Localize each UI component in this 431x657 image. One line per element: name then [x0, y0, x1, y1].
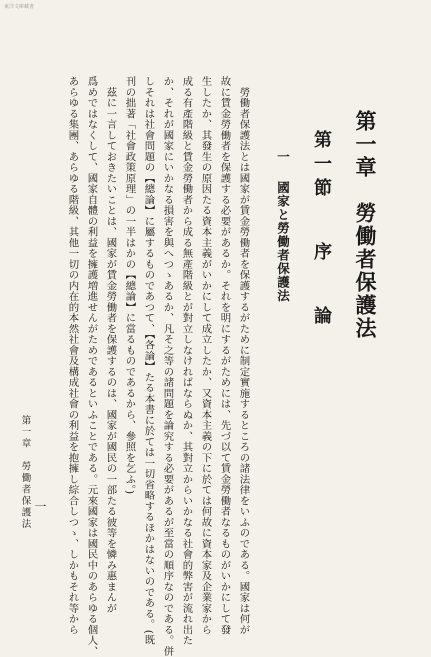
body-line: 成る有產階級と賃金勞働者から成る無產階級とが對立しなければならぬか、其對立からいかなる社會的弊害が流れ出た — [180, 76, 193, 646]
body-line: 勞働者保護法とは國家が賃金勞働者を保護するがために制定實施するところの諸法律をいふのである。國家は何が — [237, 76, 250, 635]
chapter-title: 第一章 勞働者保護法 — [353, 110, 378, 340]
running-footer: 第一章 勞働者保護法 — [19, 415, 31, 530]
section-heading — [312, 130, 330, 330]
section-name: 序 — [311, 242, 332, 266]
body-line: 生したか、其發生の原因たる資本主義がいかにして成立したか、又資本主義の下に於ては何故に資本家及企業家から — [199, 76, 212, 635]
body-line: あらゆる集團、あらゆる階級、其他一切の内在的本然社會及構成社會の利益を抱擁し綜合しつゝ、しかもそれ等から — [66, 76, 79, 635]
subsection-number: 一 — [275, 150, 291, 164]
section-suffix: 論 — [311, 306, 332, 330]
section-label: 第一節 — [311, 130, 332, 202]
library-stamp: 東洋文庫藏書 — [4, 4, 35, 10]
body-line: 爲めではなくして、國家自體の利益を擁護増進せんがためであるといふことである。元來國家は國民中のあらゆる個人、 — [85, 76, 98, 657]
body-line: 故に賃金勞働者を保護する必要があるか。それを明にするがためには、先づ以て賃金勞働者なるものがいかにして發 — [218, 76, 231, 635]
body-line: か、それが國家にいかなる損害を與へつゝあるか、凡そ之等の諸問題を論究する必要があるが至當の順序なのである。併 — [161, 76, 174, 657]
page-number: 一 — [33, 500, 47, 512]
body-line: 茲に一言しておきたいことは、國家が賃金勞働者を保護するのは、國家が國民の一部たる彼等を憐み惠まんが — [104, 76, 117, 614]
subsection-title: 國家と勞働者保護法 — [275, 181, 291, 303]
body-line: 刊の拙著「社會政策原理」の一半はかの【總論】に當るものであるから、參照を乞ふ。) — [123, 76, 136, 495]
subsection-heading — [276, 150, 289, 303]
body-line: しそれは社會問題の【總論】に屬するものであつて、【各論】たる本書に於ては一切省略するほかはないのである。(既 — [142, 76, 155, 645]
